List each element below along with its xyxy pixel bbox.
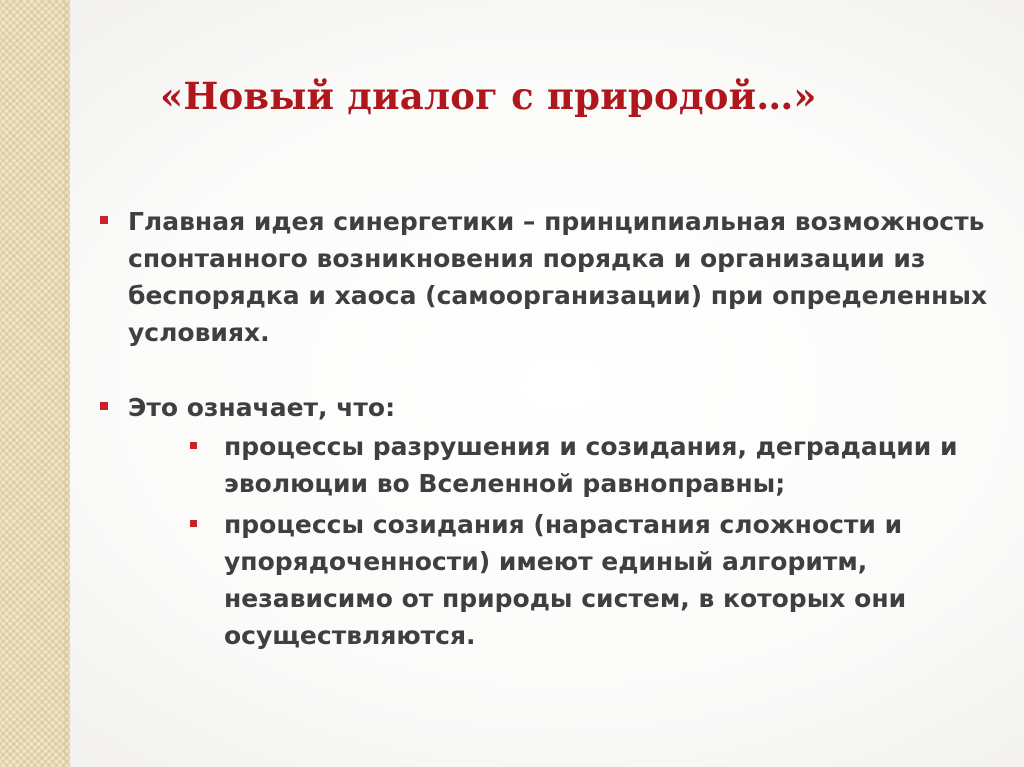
sub-bullet-text: процессы созидания (нарастания сложности и упорядоченности) имеют единый алгоритм, независимо от природы систем, в которых они осуществляются. [224, 510, 907, 650]
square-bullet-icon [190, 442, 197, 449]
square-bullet-icon [100, 216, 108, 224]
sub-bullet-text: процессы разрушения и созидания, деградации и эволюции во Вселенной равноправны; [224, 432, 958, 498]
bullet-text: Главная идея синергетики – принципиальная возможность спонтанного возникновения порядка и организации из беспорядка и хаоса (самоорганизации) при определенных условиях. [128, 207, 988, 347]
slide-content [128, 203, 1008, 658]
square-bullet-icon [190, 520, 197, 527]
sub-bullet-item [224, 506, 1008, 654]
decorative-left-strip [0, 0, 70, 767]
sub-bullet-list [224, 428, 1008, 654]
bullet-item-main-idea [128, 203, 1008, 351]
slide-title: «Новый диалог с природой…» [160, 74, 817, 118]
bullet-text: Это означает, что: [128, 393, 396, 422]
square-bullet-icon [100, 402, 108, 410]
sub-bullet-item [224, 428, 1008, 502]
bullet-item-meaning [128, 389, 1008, 654]
